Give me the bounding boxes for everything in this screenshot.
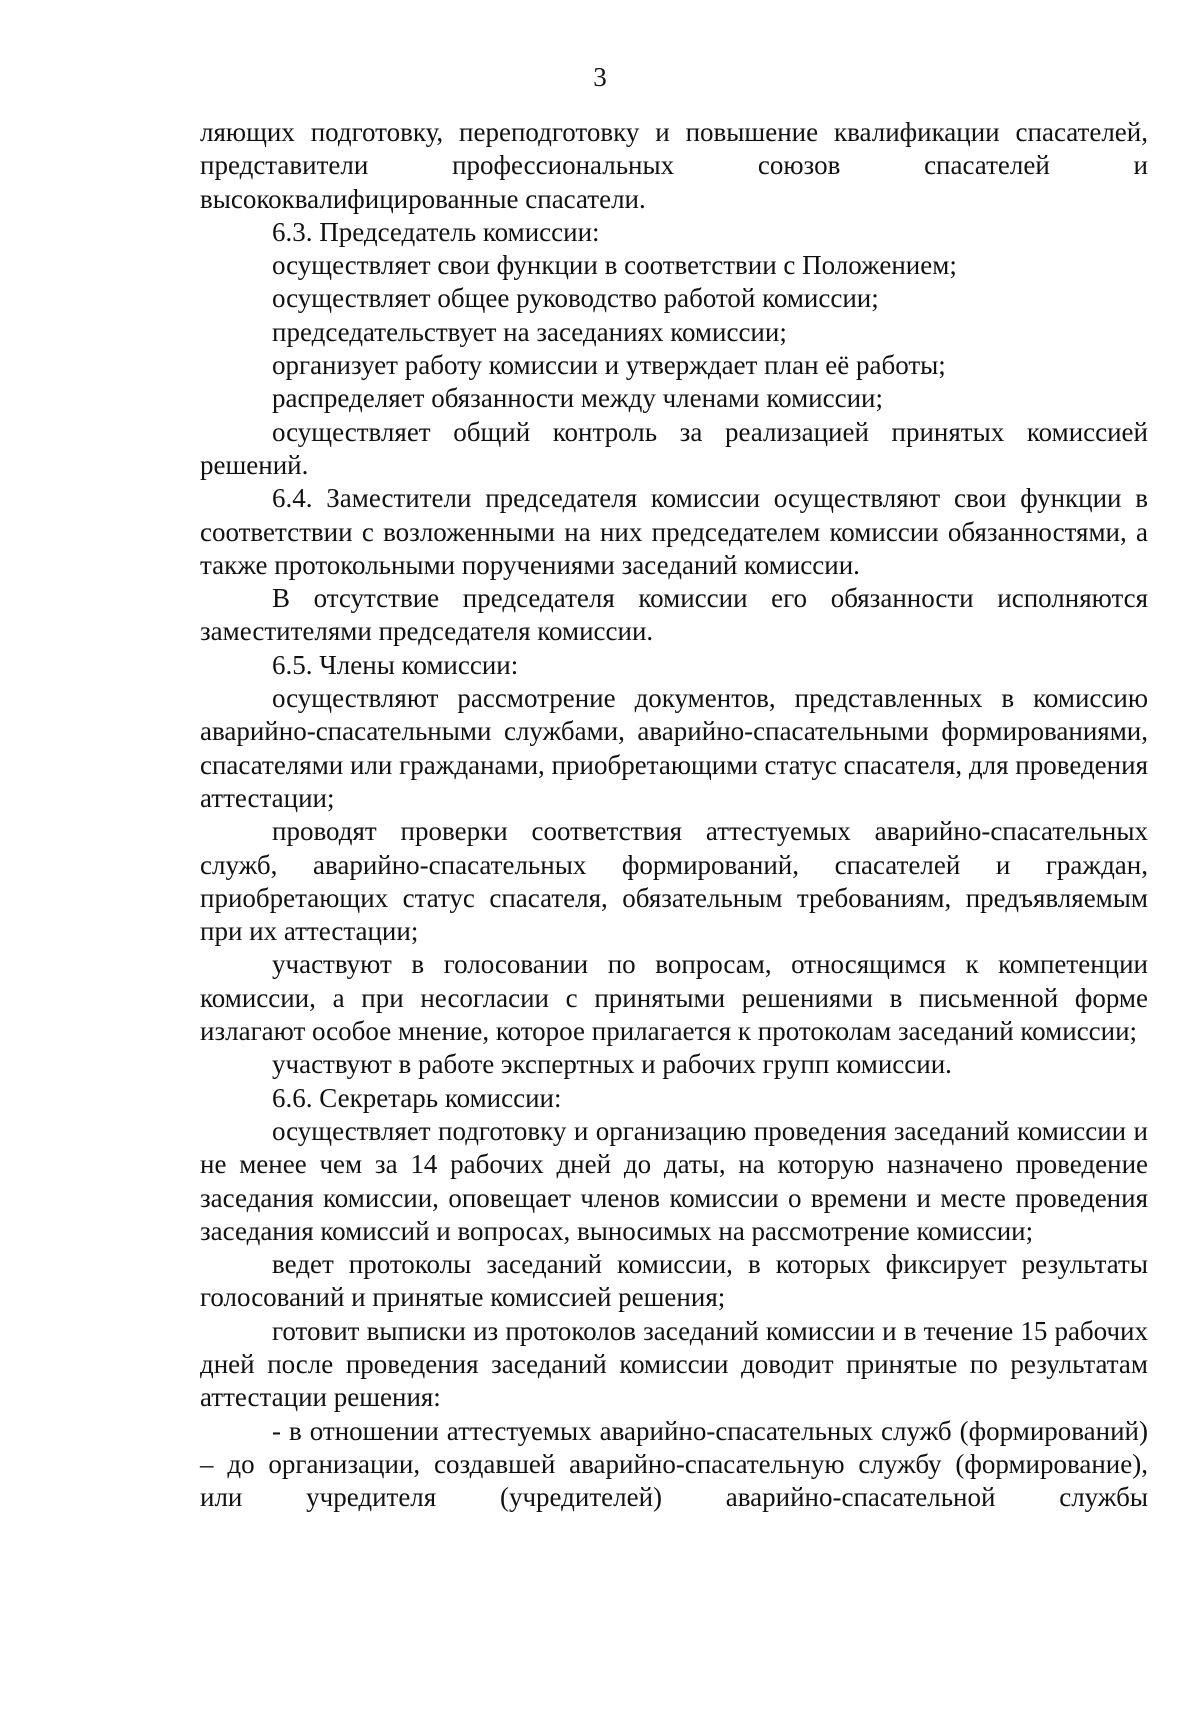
paragraph: осуществляет общее руководство работой комиссии; [272, 283, 879, 314]
paragraph: участвуют в голосовании по вопросам, относящимся к компетенции комиссии, а при несогласии с принятыми решениями в письменной форме излагают особое мнение, которое прилагается к протоколам заседаний комиссии; [200, 949, 1148, 1047]
paragraph: осуществляет свои функции в соответствии с Положением; [272, 250, 957, 281]
paragraph: осуществляют рассмотрение документов, представленных в комиссию аварийно-спасательными службами, аварийно-спасательными формированиями, спасателями или гражданами, приобретающими статус спасателя, для проведения аттестации; [200, 683, 1148, 813]
paragraph: участвуют в работе экспертных и рабочих групп комиссии. [272, 1049, 952, 1080]
section-heading-6-6: 6.6. Секретарь комиссии: [272, 1082, 562, 1113]
paragraph: В отсутствие председателя комиссии его обязанности исполняются заместителями председателя комиссии. [200, 583, 1148, 647]
paragraph: готовит выписки из протоколов заседаний комиссии и в течение 15 рабочих дней после проведения заседаний комиссии доводит принятые по результатам аттестации решения: [200, 1315, 1148, 1413]
page-number: 3 [593, 62, 607, 92]
paragraph: осуществляет подготовку и организацию проведения заседаний комиссии и не менее чем за 14 рабочих дней до даты, на которую назначено проведение заседания комиссии, оповещает членов комиссии о времени и месте проведения заседания комиссий и вопросах, выносимых на рассмотрение комиссии; [200, 1115, 1148, 1246]
section-heading-6-5: 6.5. Члены комиссии: [272, 649, 519, 680]
paragraph: ведет протоколы заседаний комиссии, в которых фиксирует результаты голосований и принятые комиссией решения; [200, 1249, 1148, 1313]
paragraph: председательствует на заседаниях комиссии; [272, 316, 787, 347]
paragraph: осуществляет общий контроль за реализацией принятых комиссией решений. [200, 416, 1148, 480]
section-heading-6-3: 6.3. Председатель комиссии: [272, 216, 600, 247]
paragraph: - в отношении аттестуемых аварийно-спасательных служб (формирований) – до организации, создавшей аварийно-спасательную службу (формирование), или учредителя (учредителей) аварийно-спасательной службы [200, 1415, 1148, 1513]
paragraph: проводят проверки соответствия аттестуемых аварийно-спасательных служб, аварийно-спасательных формирований, спасателей и граждан, приобретающих статус спасателя, обязательным требованиям, предъявляемым при их аттестации; [200, 816, 1148, 947]
section-heading-6-4: 6.4. Заместители председателя комиссии осуществляют свои функции в соответствии с возложенными на них председателем комиссии обязанностями, а также протокольными поручениями заседаний комиссии. [200, 483, 1148, 580]
paragraph: распределяет обязанности между членами комиссии; [272, 383, 883, 414]
paragraph: ляющих подготовку, переподготовку и повышение квалификации спасателей, представители профессиональных союзов спасателей и высококвалифицированные спасатели. [200, 117, 1148, 214]
document-body [200, 116, 1148, 1514]
paragraph: организует работу комиссии и утверждает план её работы; [272, 350, 946, 381]
